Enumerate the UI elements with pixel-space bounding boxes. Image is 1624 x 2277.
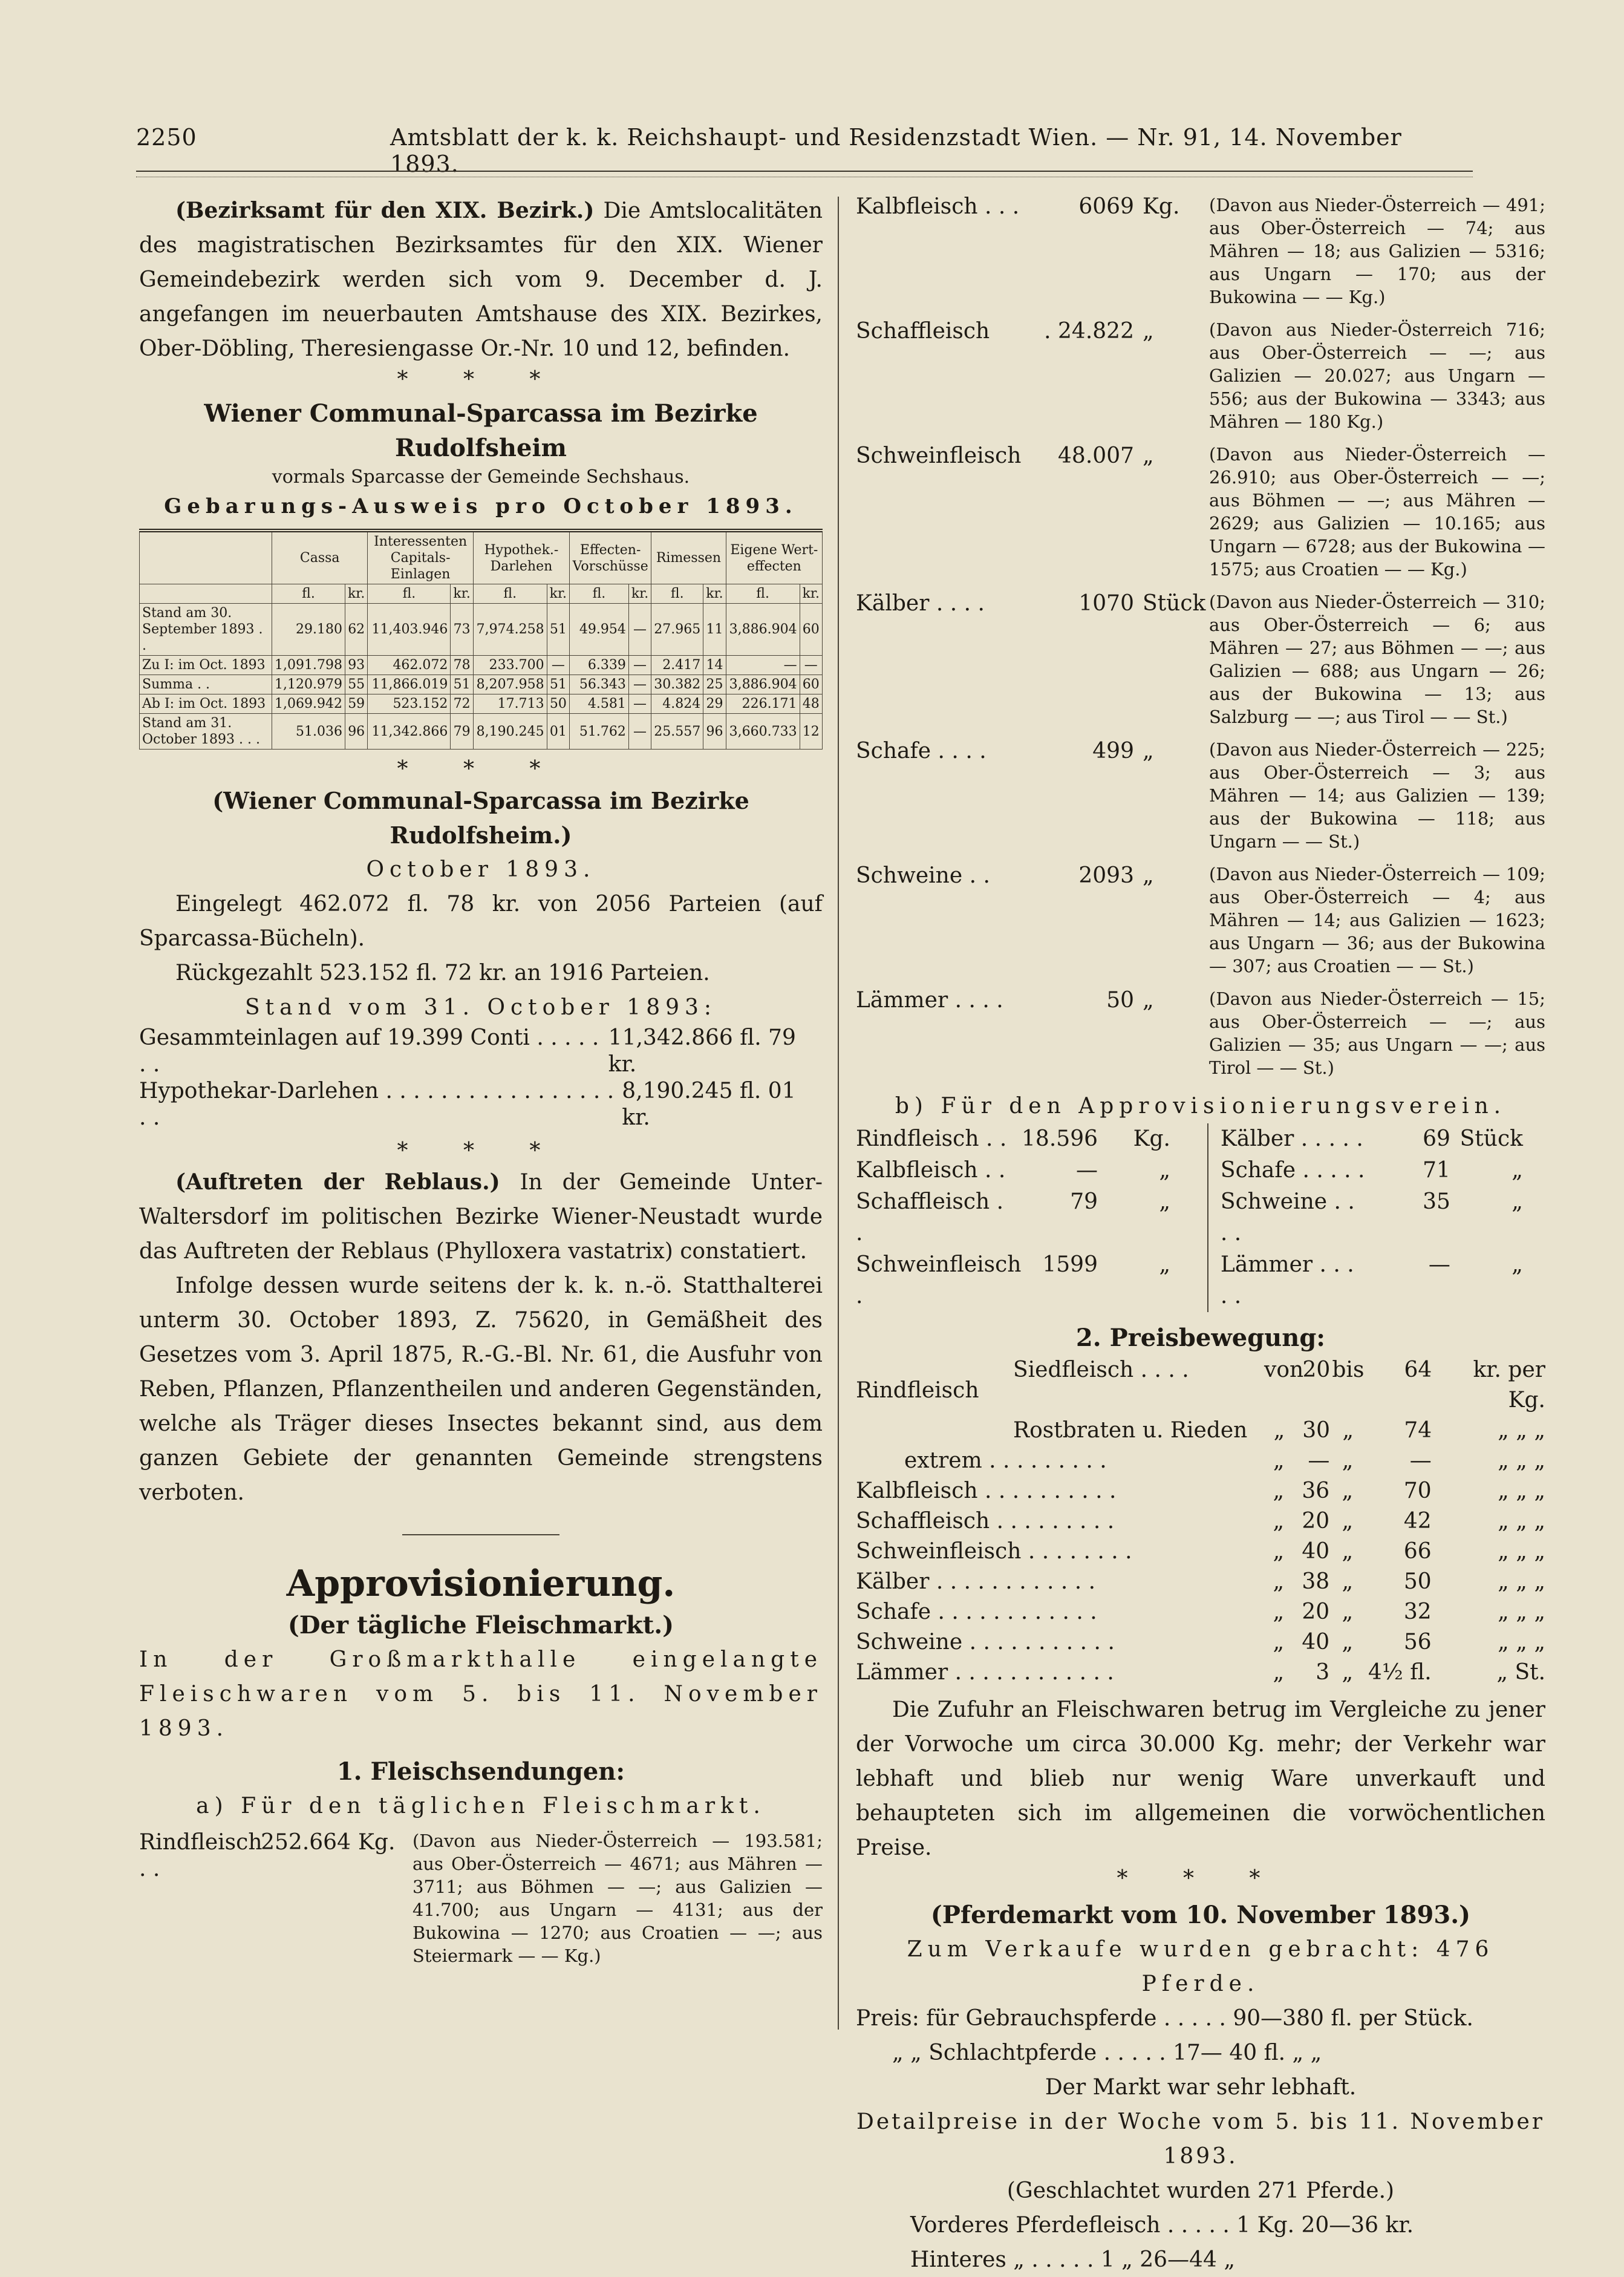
cell-fl: 29.180 xyxy=(272,604,345,656)
verein-qty: 69 xyxy=(1423,1126,1450,1151)
verein-unit: „ xyxy=(1159,1158,1170,1183)
meat-row xyxy=(856,863,1545,978)
cell-kr: 96 xyxy=(703,714,726,750)
price-unit: „ „ „ xyxy=(1498,1569,1546,1594)
meat-qty: 1070 xyxy=(1078,591,1134,616)
unit-fl: fl. xyxy=(473,584,547,604)
price-unit: „ „ „ xyxy=(1498,1418,1545,1443)
cell-kr: — xyxy=(628,675,651,694)
verein-unit: „ xyxy=(1159,1189,1170,1214)
table-row xyxy=(140,675,823,694)
meat-row xyxy=(856,590,1545,728)
cell-kr: 72 xyxy=(451,694,473,714)
sparcassa-table xyxy=(139,529,823,750)
meat-detail: (Davon aus Nieder-Österreich — 109; aus Ober-Österreich — 4; aus Mähren — 14; aus Galizien — 1623; aus Ungarn — 36; aus der Bukowina — 307; aus Croatien — — St.) xyxy=(1209,864,1545,976)
reblaus-notice xyxy=(139,1165,823,1269)
gesammteinlagen-row xyxy=(139,1025,823,1078)
vorderes-pferdefleisch: Vorderes Pferdefleisch . . . . . 1 Kg. 20—36 kr. xyxy=(910,2213,1414,2238)
meat-row xyxy=(856,194,1545,309)
cell-fl: 1,091.798 xyxy=(272,656,345,675)
price-unit: kr. per Kg. xyxy=(1473,1357,1545,1413)
price-bis: „ xyxy=(1342,1418,1354,1443)
cell-fl: 462.072 xyxy=(368,656,451,675)
verein-name: Schafe . . . . . xyxy=(1220,1158,1365,1183)
meat-unit: Stück xyxy=(1143,591,1206,616)
price-von: „ xyxy=(1273,1569,1285,1594)
cell-fl: 233.700 xyxy=(473,656,547,675)
markt-lebhaft: Der Markt war sehr lebhaft. xyxy=(1045,2075,1357,2100)
table-header: Interessenten Capitals-Einlagen xyxy=(368,531,473,584)
cell-kr: 60 xyxy=(800,604,822,656)
cell-fl: 49.954 xyxy=(570,604,629,656)
row-label: Summa . . xyxy=(140,675,272,694)
meat-qty: 499 xyxy=(1092,739,1134,763)
cell-kr: 14 xyxy=(703,656,726,675)
cell-fl: 226.171 xyxy=(726,694,800,714)
price-name: Rostbraten u. Rieden xyxy=(1013,1418,1248,1443)
hypothekar-row xyxy=(139,1078,823,1131)
price-max: — xyxy=(1409,1448,1432,1473)
price-min: 3 xyxy=(1316,1660,1330,1685)
unit-kr: kr. xyxy=(547,584,569,604)
verein-row xyxy=(856,1155,1199,1186)
meat-detail: (Davon aus Nieder-Österreich — 225; aus Ober-Österreich — 3; aus Mähren — 14; aus Galizien — 139; aus der Bukowina — 118; aus Ungarn — — St.) xyxy=(1209,739,1545,852)
table-header: Cassa xyxy=(272,531,368,584)
price-min: — xyxy=(1308,1448,1330,1473)
cell-fl: 56.343 xyxy=(570,675,629,694)
rindfleisch-name: Rindfleisch . . xyxy=(139,1830,263,1881)
left-column xyxy=(139,194,823,1977)
price-row xyxy=(856,1506,1545,1537)
cell-kr: 48 xyxy=(800,694,822,714)
meat-unit: „ xyxy=(1143,988,1154,1013)
verein-qty: 1599 xyxy=(1042,1252,1098,1277)
meat-detail: (Davon aus Nieder-Österreich — 15; aus Ober-Österreich — —; aus Galizien — 35; aus Ungarn — —; aus Tirol — — St.) xyxy=(1209,988,1545,1078)
cell-fl: 11,342.866 xyxy=(368,714,451,750)
price-bis: „ xyxy=(1342,1660,1354,1685)
cell-fl: 6.339 xyxy=(570,656,629,675)
gesammteinlagen-value: 11,342.866 fl. 79 kr. xyxy=(608,1025,796,1077)
verein-row xyxy=(856,1249,1199,1312)
fleischsendungen-heading: 1. Fleischsendungen: xyxy=(336,1757,625,1786)
table-header: Hypothek.-Darlehen xyxy=(473,531,569,584)
price-row xyxy=(856,1567,1545,1597)
price-unit: „ „ „ xyxy=(1498,1448,1545,1473)
cell-fl: 17.713 xyxy=(473,694,547,714)
cell-fl: 1,120.979 xyxy=(272,675,345,694)
zufuhr-text: Die Zufuhr an Fleischwaren betrug im Vergleiche zu jener der Vorwoche um circa 30.000 Kg. mehr; der Verkehr war lebhaft und blieb nur wenig Ware unverkauft und behaupteten sich im allgemeinen die vorwöchentlichen Preise. xyxy=(856,1697,1545,1860)
cell-kr: — xyxy=(800,656,822,675)
price-unit: „ „ „ xyxy=(1498,1478,1546,1503)
verein-qty: 79 xyxy=(1070,1189,1098,1214)
cell-kr: — xyxy=(628,694,651,714)
pferdemarkt-title: (Pferdemarkt vom 10. November 1893.) xyxy=(930,1901,1471,1929)
bezirksamt-heading: (Bezirksamt für den XIX. Bezirk.) xyxy=(175,198,595,223)
price-max: 70 xyxy=(1403,1478,1432,1503)
price-von: „ xyxy=(1273,1478,1285,1503)
meat-detail: (Davon aus Nieder-Österreich — 26.910; aus Ober-Österreich — —; aus Böhmen — —; aus Mähren — 2629; aus Galizien — 10.165; aus Ungarn — 6728; aus der Bukowina — 1575; aus Croatien — — Kg.) xyxy=(1209,444,1545,580)
verein-qty: — xyxy=(1076,1158,1098,1183)
price-min: 20 xyxy=(1302,1509,1330,1534)
approvisionierung-subtitle: (Der tägliche Fleischmarkt.) xyxy=(287,1611,674,1639)
cell-kr: 51 xyxy=(547,604,569,656)
cell-fl: 51.036 xyxy=(272,714,345,750)
cell-kr: 11 xyxy=(703,604,726,656)
meat-row xyxy=(856,738,1545,853)
price-min: 38 xyxy=(1302,1569,1330,1594)
verein-row xyxy=(1221,1186,1545,1249)
meat-row xyxy=(856,318,1545,433)
price-name: Kälber . . . . . . . . . . . . xyxy=(856,1569,1096,1594)
price-unit: „ „ „ xyxy=(1498,1630,1546,1655)
unit-kr: kr. xyxy=(703,584,726,604)
price-name: Siedfleisch . . . . xyxy=(1013,1357,1189,1382)
cell-fl: 3,886.904 xyxy=(726,604,800,656)
verein-row xyxy=(856,1186,1199,1249)
meat-unit: Kg. xyxy=(1143,194,1180,219)
page-header xyxy=(136,124,1473,177)
cell-kr: 50 xyxy=(547,694,569,714)
meat-row xyxy=(856,443,1545,581)
stand-heading: Stand vom 31. October 1893: xyxy=(244,995,717,1020)
meat-unit: „ xyxy=(1143,863,1154,888)
row-label: Zu I: im Oct. 1893 xyxy=(140,656,272,675)
section-stars: * * * xyxy=(397,757,565,782)
verein-name: Schweinfleisch . xyxy=(856,1252,1022,1308)
cell-kr: 60 xyxy=(800,675,822,694)
sparcassa-table-body xyxy=(140,604,823,750)
hinteres-pferdefleisch: Hinteres „ . . . . . 1 „ 26—44 „ xyxy=(910,2247,1235,2272)
meat-detail: (Davon aus Nieder-Österreich 716; aus Ober-Österreich — —; aus Galizien — 20.027; aus Ungarn — 556; aus der Bukowina — 3343; aus Mähren — 180 Kg.) xyxy=(1209,319,1545,432)
verein-unit: Stück xyxy=(1459,1126,1523,1151)
meat-detail: (Davon aus Nieder-Österreich — 491; aus Ober-Österreich — 74; aus Mähren — 18; aus Galizien — 5316; aus Ungarn — 170; aus der Bukowina — — Kg.) xyxy=(1209,195,1545,307)
meat-name: Schweine . . xyxy=(856,863,990,888)
table-corner xyxy=(140,531,272,584)
price-name: Lämmer . . . . . . . . . . . . xyxy=(856,1660,1114,1685)
preis-schlachtpferde: „ „ Schlachtpferde . . . . . 17— 40 fl. „ „ xyxy=(892,2040,1322,2065)
verein-row xyxy=(856,1123,1199,1155)
meat-name: Kalbfleisch . . . xyxy=(856,194,1020,219)
preis-gebrauchspferde: Preis: für Gebrauchspferde . . . . . 90—380 fl. per Stück. xyxy=(856,2006,1473,2031)
price-name: Schweine . . . . . . . . . . . xyxy=(856,1630,1115,1655)
cell-fl: 8,207.958 xyxy=(473,675,547,694)
price-name: Schweinfleisch . . . . . . . . xyxy=(856,1539,1132,1564)
price-bis: „ xyxy=(1342,1630,1354,1655)
cell-kr: — xyxy=(628,714,651,750)
price-von: „ xyxy=(1273,1630,1285,1655)
section-stars: * * * xyxy=(397,367,565,392)
geschlachtet-line: (Geschlachtet wurden 271 Pferde.) xyxy=(1006,2178,1395,2203)
meat-list xyxy=(856,194,1545,1079)
table-header: Eigene Wert-effecten xyxy=(726,531,822,584)
cell-fl: — xyxy=(726,656,800,675)
meat-qty: 2093 xyxy=(1078,863,1134,888)
price-unit: „ „ „ xyxy=(1498,1509,1546,1534)
meat-name: Kälber . . . . xyxy=(856,591,985,616)
unit-fl: fl. xyxy=(368,584,451,604)
price-row xyxy=(856,1627,1545,1658)
verein-unit: „ xyxy=(1511,1158,1523,1183)
pferde-verkauf: Zum Verkaufe wurden gebracht: 476 Pferde. xyxy=(907,1937,1495,1996)
rindfleisch-row xyxy=(139,1829,823,1967)
cell-fl: 1,069.942 xyxy=(272,694,345,714)
cell-fl: 11,866.019 xyxy=(368,675,451,694)
meat-name: Lämmer . . . . xyxy=(856,988,1003,1013)
price-min: 40 xyxy=(1302,1539,1330,1564)
unit-fl: fl. xyxy=(272,584,345,604)
approvisionierung-intro: In der Großmarkthalle eingelangte Fleischwaren vom 5. bis 11. November 1893. xyxy=(139,1647,823,1741)
row-label: Stand am 31. October 1893 . . . xyxy=(140,714,272,750)
page-running-title: Amtsblatt der k. k. Reichshaupt- und Residenzstadt Wien. — Nr. 91, 14. November 1893. xyxy=(390,124,1402,177)
cell-kr: — xyxy=(547,656,569,675)
cell-kr: 73 xyxy=(451,604,473,656)
price-min: 20 xyxy=(1302,1357,1331,1382)
verein-subheading: b) Für den Approvisionierungsverein. xyxy=(895,1094,1507,1119)
unit-fl: fl. xyxy=(570,584,629,604)
cell-fl: 11,403.946 xyxy=(368,604,451,656)
rueckgezahlt-line: Rückgezahlt 523.152 fl. 72 kr. an 1916 Parteien. xyxy=(175,961,710,985)
price-max: 32 xyxy=(1403,1599,1432,1624)
table-header: Rimessen xyxy=(651,531,726,584)
price-bis: „ xyxy=(1342,1569,1354,1594)
section-rule xyxy=(402,1534,559,1535)
price-min: 40 xyxy=(1302,1630,1330,1655)
verein-row xyxy=(1221,1123,1545,1155)
detailpreise-heading: Detailpreise in der Woche vom 5. bis 11. November 1893. xyxy=(856,2109,1545,2169)
cell-fl: 523.152 xyxy=(368,694,451,714)
page-number: 2250 xyxy=(136,124,197,151)
price-von: „ xyxy=(1273,1660,1285,1685)
price-von: „ xyxy=(1273,1599,1285,1624)
table-row xyxy=(140,604,823,656)
sparcassa-subtitle: vormals Sparcasse der Gemeinde Sechshaus. xyxy=(272,466,690,488)
verein-name: Lämmer . . . . . xyxy=(1220,1252,1354,1308)
cell-fl: 4.824 xyxy=(651,694,703,714)
section-stars: * * * xyxy=(1117,1866,1285,1891)
cell-kr: 59 xyxy=(345,694,367,714)
price-row xyxy=(856,1537,1545,1567)
price-max: 74 xyxy=(1404,1418,1432,1443)
meat-qty: 48.007 xyxy=(1058,443,1134,468)
price-max: 4½ fl. xyxy=(1368,1660,1432,1685)
price-bis: „ xyxy=(1342,1509,1354,1534)
price-row xyxy=(856,1597,1545,1627)
price-bis: bis xyxy=(1332,1357,1365,1382)
cell-kr: 93 xyxy=(345,656,367,675)
verein-left xyxy=(856,1123,1208,1312)
price-bis: „ xyxy=(1342,1539,1354,1564)
cell-kr: 62 xyxy=(345,604,367,656)
price-max: 50 xyxy=(1403,1569,1432,1594)
price-bis: „ xyxy=(1342,1599,1354,1624)
price-min: 20 xyxy=(1302,1599,1330,1624)
gesammteinlagen-label: Gesammteinlagen auf 19.399 Conti . . . . . . . xyxy=(139,1025,599,1077)
cell-fl: 3,660.733 xyxy=(726,714,800,750)
reblaus-heading: (Auftreten der Reblaus.) xyxy=(175,1169,500,1195)
verein-name: Kälber . . . . . xyxy=(1220,1126,1363,1151)
verein-name: Kalbfleisch . . xyxy=(856,1158,1006,1183)
meat-name: Schafe . . . . xyxy=(856,739,986,763)
verein-name: Rindfleisch . . xyxy=(856,1126,1007,1151)
price-name: Schaffleisch . . . . . . . . . xyxy=(856,1509,1115,1534)
price-unit: „ „ „ xyxy=(1498,1599,1546,1624)
section-stars: * * * xyxy=(397,1138,565,1163)
rindfleisch-unit: Kg. xyxy=(358,1830,396,1855)
verein-name: Schaffleisch . . xyxy=(856,1189,1004,1246)
verein-qty: — xyxy=(1428,1252,1450,1277)
cell-kr: 79 xyxy=(451,714,473,750)
cell-kr: 51 xyxy=(451,675,473,694)
cell-fl: 30.382 xyxy=(651,675,703,694)
price-von: „ xyxy=(1273,1418,1285,1443)
table-row xyxy=(140,714,823,750)
cell-kr: 12 xyxy=(800,714,822,750)
price-max: 42 xyxy=(1403,1509,1432,1534)
verein-qty: 71 xyxy=(1423,1158,1450,1183)
cell-fl: 4.581 xyxy=(570,694,629,714)
price-rindfleisch-label: Rindfleisch xyxy=(856,1378,979,1403)
verein-table xyxy=(856,1123,1545,1312)
price-name: extrem . . . . . . . . . xyxy=(904,1448,1107,1473)
cell-fl: 27.965 xyxy=(651,604,703,656)
bezirksamt-notice xyxy=(139,194,823,366)
table-row xyxy=(140,656,823,675)
rindfleisch-detail: (Davon aus Nieder-Österreich — 193.581; aus Ober-Österreich — 4671; aus Mähren — 3711; aus Böhmen — —; aus Galizien — 41.700; aus Ungarn — 4131; aus der Bukowina — 1270; aus Croatien — —; aus Steiermark — — Kg.) xyxy=(413,1831,823,1966)
sparcassa2-title: (Wiener Communal-Sparcassa im Bezirke Rudolfsheim.) xyxy=(212,787,749,849)
price-max: 64 xyxy=(1404,1357,1432,1382)
price-von: „ xyxy=(1273,1539,1285,1564)
fleischmarkt-subheading: a) Für den täglichen Fleischmarkt. xyxy=(196,1794,766,1818)
unit-fl: fl. xyxy=(726,584,800,604)
unit-kr: kr. xyxy=(628,584,651,604)
meat-qty: . 24.822 xyxy=(1044,319,1134,344)
cell-kr: 55 xyxy=(345,675,367,694)
price-max: 56 xyxy=(1403,1630,1432,1655)
price-table xyxy=(856,1355,1545,1688)
cell-fl: 3,886.904 xyxy=(726,675,800,694)
eingelegt-line: Eingelegt 462.072 fl. 78 kr. von 2056 Parteien (auf Sparcassa-Bücheln). xyxy=(139,892,823,951)
price-row xyxy=(856,1416,1545,1446)
verein-row xyxy=(1221,1155,1545,1186)
row-label: Stand am 30. September 1893 . . xyxy=(140,604,272,656)
column-divider xyxy=(838,197,839,2030)
approvisionierung-title: Approvisionierung. xyxy=(286,1563,676,1605)
verein-unit: „ xyxy=(1511,1252,1523,1277)
unit-fl: fl. xyxy=(651,584,703,604)
sparcassa2-month: October 1893. xyxy=(366,857,596,882)
price-row xyxy=(856,1476,1545,1506)
cell-kr: 29 xyxy=(703,694,726,714)
cell-fl: 51.762 xyxy=(570,714,629,750)
verein-qty: 18.596 xyxy=(1022,1126,1098,1151)
price-unit: „ „ „ xyxy=(1498,1539,1546,1564)
price-unit: „ St. xyxy=(1496,1660,1546,1685)
price-row xyxy=(856,1658,1545,1688)
meat-unit: „ xyxy=(1143,319,1154,344)
price-name: Kalbfleisch . . . . . . . . . . xyxy=(856,1478,1117,1503)
price-min: 36 xyxy=(1302,1478,1330,1503)
unit-kr: kr. xyxy=(345,584,367,604)
right-column xyxy=(856,194,1545,2277)
verein-unit: „ xyxy=(1159,1252,1170,1277)
cell-fl: 7,974.258 xyxy=(473,604,547,656)
meat-detail: (Davon aus Nieder-Österreich — 310; aus Ober-Österreich — 6; aus Mähren — 27; aus Böhmen — —; aus Galizien — 688; aus Ungarn — 26; aus der Bukowina — 13; aus Salzburg — —; aus Tirol — — St.) xyxy=(1209,592,1545,727)
price-von: „ xyxy=(1273,1448,1285,1473)
price-max: 66 xyxy=(1403,1539,1432,1564)
price-von: von xyxy=(1264,1357,1304,1382)
sparcassa-heading: Gebarungs-Ausweis pro October 1893. xyxy=(164,494,798,518)
cell-fl: 2.417 xyxy=(651,656,703,675)
cell-kr: 96 xyxy=(345,714,367,750)
meat-unit: „ xyxy=(1143,739,1154,763)
verein-right xyxy=(1208,1123,1545,1312)
cell-kr: 78 xyxy=(451,656,473,675)
cell-kr: — xyxy=(628,604,651,656)
meat-unit: „ xyxy=(1143,443,1154,468)
meat-row xyxy=(856,987,1545,1079)
price-bis: „ xyxy=(1342,1478,1354,1503)
reblaus-text: In der Gemeinde Unter-Waltersdorf im politischen Bezirke Wiener-Neustadt wurde das Auftreten der Reblaus (Phylloxera vastatrix) constatiert. xyxy=(139,1170,823,1264)
cell-kr: — xyxy=(628,656,651,675)
verein-unit: „ xyxy=(1511,1189,1523,1214)
verein-unit: Kg. xyxy=(1133,1126,1170,1151)
hypothekar-label: Hypothekar-Darlehen . . . . . . . . . . . . . . . . . . . xyxy=(139,1079,615,1130)
bezirksamt-text: Die Amtslocalitäten des magistratischen Bezirksamtes für den XIX. Wiener Gemeindebezirk werden sich vom 9. December d. J. angefangen im neuerbauten Amtshause des XIX. Bezirkes, Ober-Döbling, Theresiengasse Or.-Nr. 10 und 12, befinden. xyxy=(139,198,823,361)
header-rule xyxy=(136,171,1473,177)
reblaus-text-2: Infolge dessen wurde seitens der k. k. n.-ö. Statthalterei unterm 30. October 1893, Z. 75620, in Gemäßheit des Gesetzes vom 3. April 1875, R.-G.-Bl. Nr. 61, die Ausfuhr von Reben, Pflanzen, Pflanzentheilen und anderen Gegenständen, welche als Träger dieses Insectes bekannt sind, aus dem ganzen Gebiete der genannten Gemeinde strengstens verboten. xyxy=(139,1273,823,1505)
meat-name: Schaffleisch xyxy=(856,319,990,344)
row-label: Ab I: im Oct. 1893 xyxy=(140,694,272,714)
table-header: Effecten-Vorschüsse xyxy=(570,531,651,584)
verein-qty: 35 xyxy=(1423,1189,1450,1214)
preisbewegung-heading: 2. Preisbewegung: xyxy=(1075,1324,1326,1352)
unit-kr: kr. xyxy=(451,584,473,604)
cell-kr: 01 xyxy=(547,714,569,750)
price-name: Schafe . . . . . . . . . . . . xyxy=(856,1599,1097,1624)
price-von: „ xyxy=(1273,1509,1285,1534)
hypothekar-value: 8,190.245 fl. 01 kr. xyxy=(622,1079,796,1130)
meat-qty: 6069 xyxy=(1078,194,1134,219)
unit-corner xyxy=(140,584,272,604)
cell-kr: 25 xyxy=(703,675,726,694)
verein-name: Schweine . . . . xyxy=(1220,1189,1355,1246)
price-row xyxy=(856,1446,1545,1476)
table-row xyxy=(140,694,823,714)
rindfleisch-qty: 252.664 xyxy=(261,1830,351,1855)
price-min: 30 xyxy=(1302,1418,1331,1443)
meat-qty: 50 xyxy=(1106,988,1134,1013)
price-bis: „ xyxy=(1342,1448,1354,1473)
unit-kr: kr. xyxy=(800,584,822,604)
sparcassa-title: Wiener Communal-Sparcassa im Bezirke Rudolfsheim xyxy=(204,399,758,462)
verein-row xyxy=(1221,1249,1545,1312)
cell-fl: 8,190.245 xyxy=(473,714,547,750)
cell-fl: 25.557 xyxy=(651,714,703,750)
meat-name: Schweinfleisch xyxy=(856,443,1022,468)
cell-kr: 51 xyxy=(547,675,569,694)
